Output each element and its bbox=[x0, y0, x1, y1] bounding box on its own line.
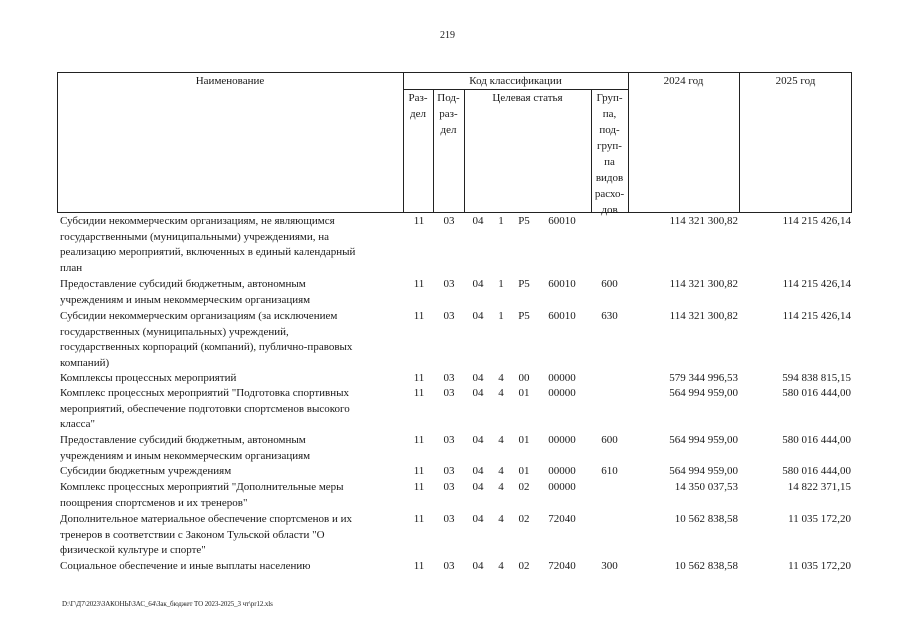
cell-target-3: 02 bbox=[518, 481, 530, 493]
cell-podrazdel: 03 bbox=[443, 278, 455, 290]
cell-razdel: 11 bbox=[413, 215, 425, 227]
cell-target-4: 00000 bbox=[548, 387, 576, 399]
cell-amount-2025: 11 035 172,20 bbox=[788, 513, 851, 525]
cell-target-2: 4 bbox=[498, 481, 504, 493]
cell-razdel: 11 bbox=[413, 513, 425, 525]
cell-target-1: 04 bbox=[472, 560, 484, 572]
header-year-2024: 2024 год bbox=[663, 75, 704, 87]
cell-amount-2024: 10 562 838,58 bbox=[674, 513, 738, 525]
cell-amount-2025: 580 016 444,00 bbox=[782, 387, 851, 399]
row-name bbox=[60, 371, 405, 387]
header-divider bbox=[464, 89, 465, 213]
row-name-line: учреждениям и иным некоммерческим организациям bbox=[60, 293, 311, 306]
cell-target-3: 01 bbox=[518, 387, 530, 399]
cell-target-4: 00000 bbox=[548, 434, 576, 446]
page-number: 219 bbox=[440, 30, 455, 41]
cell-target-4: 60010 bbox=[548, 310, 576, 322]
row-name-line: компаний) bbox=[60, 356, 110, 369]
cell-target-3: 02 bbox=[518, 560, 530, 572]
cell-target-2: 1 bbox=[498, 278, 504, 290]
row-name bbox=[60, 433, 405, 464]
cell-amount-2025: 580 016 444,00 bbox=[782, 465, 851, 477]
cell-amount-2025: 114 215 426,14 bbox=[782, 215, 851, 227]
cell-target-2: 1 bbox=[498, 215, 504, 227]
cell-amount-2025: 114 215 426,14 bbox=[782, 310, 851, 322]
cell-razdel: 11 bbox=[413, 481, 425, 493]
header-divider bbox=[739, 72, 740, 213]
cell-target-1: 04 bbox=[472, 310, 484, 322]
row-name-line: Комплекс процессных мероприятий "Дополнительные меры bbox=[60, 481, 344, 493]
header-razdel-line: Раз- bbox=[408, 92, 428, 104]
cell-podrazdel: 03 bbox=[443, 481, 455, 493]
cell-amount-2025: 14 822 371,15 bbox=[787, 481, 851, 493]
cell-razdel: 11 bbox=[413, 278, 425, 290]
row-name-line: мероприятий, обеспечение подготовки спортсменов высокого bbox=[60, 402, 350, 415]
row-name-line: Социальное обеспечение и иные выплаты населению bbox=[60, 560, 311, 572]
row-name-line: план bbox=[60, 261, 83, 274]
cell-group: 600 bbox=[601, 434, 618, 446]
row-name-line: Комплексы процессных мероприятий bbox=[60, 372, 237, 384]
row-name-line: Предоставление субсидий бюджетным, автономным bbox=[60, 434, 306, 446]
cell-target-4: 00000 bbox=[548, 481, 576, 493]
cell-target-1: 04 bbox=[472, 434, 484, 446]
header-group-line: дов bbox=[601, 204, 618, 216]
cell-target-4: 60010 bbox=[548, 215, 576, 227]
row-name-line: Предоставление субсидий бюджетным, автономным bbox=[60, 278, 306, 290]
row-name-line: физической культуре и спорте" bbox=[60, 544, 206, 557]
row-name-line: Субсидии некоммерческим организациям (за исключением bbox=[60, 310, 338, 322]
cell-target-2: 4 bbox=[498, 387, 504, 399]
cell-razdel: 11 bbox=[413, 310, 425, 322]
cell-razdel: 11 bbox=[413, 434, 425, 446]
header-podrazdel bbox=[433, 90, 464, 138]
cell-amount-2025: 114 215 426,14 bbox=[782, 278, 851, 290]
header-group-line: па, bbox=[602, 108, 617, 120]
cell-podrazdel: 03 bbox=[443, 215, 455, 227]
row-name bbox=[60, 309, 405, 371]
cell-target-2: 1 bbox=[498, 310, 504, 322]
row-name bbox=[60, 277, 405, 308]
cell-group: 600 bbox=[601, 278, 618, 290]
cell-amount-2024: 10 562 838,58 bbox=[674, 560, 738, 572]
header-group-line: па bbox=[604, 156, 615, 168]
cell-target-3: 00 bbox=[518, 372, 530, 384]
row-name-line: государственных корпораций (компаний), публично-правовых bbox=[60, 341, 353, 354]
header-group bbox=[591, 90, 628, 218]
cell-target-2: 4 bbox=[498, 372, 504, 384]
cell-amount-2024: 14 350 037,53 bbox=[674, 481, 738, 493]
cell-amount-2024: 564 994 959,00 bbox=[669, 465, 738, 477]
cell-target-4: 60010 bbox=[548, 278, 576, 290]
header-group-line: расхо- bbox=[594, 188, 625, 200]
header-classification: Код классификации bbox=[469, 75, 562, 87]
row-name-line: Субсидии бюджетным учреждениям bbox=[60, 465, 232, 477]
cell-target-3: Р5 bbox=[518, 278, 530, 290]
cell-amount-2024: 564 994 959,00 bbox=[669, 434, 738, 446]
row-name bbox=[60, 512, 405, 559]
cell-podrazdel: 03 bbox=[443, 560, 455, 572]
file-path-footer: D:\Г\Д7\2023\ЗАКОНЫ\ЗАС_64\Зак_бюджет ТО 2023-2025_3 чт\pr12.xls bbox=[62, 600, 273, 608]
row-name-line: Субсидии некоммерческим организациям, не являющимся bbox=[60, 215, 335, 227]
cell-amount-2024: 114 321 300,82 bbox=[669, 215, 738, 227]
cell-amount-2024: 114 321 300,82 bbox=[669, 278, 738, 290]
cell-podrazdel: 03 bbox=[443, 434, 455, 446]
header-group-line: под- bbox=[599, 124, 620, 136]
cell-razdel: 11 bbox=[413, 465, 425, 477]
header-razdel-line: дел bbox=[410, 108, 426, 120]
cell-amount-2025: 594 838 815,15 bbox=[782, 372, 851, 384]
cell-target-2: 4 bbox=[498, 465, 504, 477]
header-year-2025: 2025 год bbox=[775, 75, 816, 87]
header-group-line: груп- bbox=[597, 140, 622, 152]
cell-razdel: 11 bbox=[413, 387, 425, 399]
cell-podrazdel: 03 bbox=[443, 310, 455, 322]
row-name-line: Дополнительное материальное обеспечение спортсменов и их bbox=[60, 513, 353, 525]
cell-target-3: 01 bbox=[518, 465, 530, 477]
row-name-line: поощрения спортсменов и их тренеров" bbox=[60, 496, 248, 509]
header-podrazdel-line: дел bbox=[440, 124, 457, 136]
cell-amount-2024: 564 994 959,00 bbox=[669, 387, 738, 399]
header-name: Наименование bbox=[195, 75, 265, 87]
row-name bbox=[60, 464, 405, 480]
cell-group: 300 bbox=[601, 560, 618, 572]
cell-podrazdel: 03 bbox=[443, 465, 455, 477]
row-name-line: тренеров в соответствии с Законом Тульской области "О bbox=[60, 528, 325, 541]
cell-target-4: 72040 bbox=[548, 560, 576, 572]
row-name-line: учреждениям и иным некоммерческим организациям bbox=[60, 449, 311, 462]
row-name-line: класса" bbox=[60, 418, 95, 431]
header-group-line: видов bbox=[595, 172, 624, 184]
cell-target-1: 04 bbox=[472, 215, 484, 227]
cell-target-3: Р5 bbox=[518, 310, 530, 322]
cell-amount-2025: 11 035 172,20 bbox=[788, 560, 851, 572]
cell-target-1: 04 bbox=[472, 372, 484, 384]
cell-target-4: 00000 bbox=[548, 372, 576, 384]
cell-target-4: 72040 bbox=[548, 513, 576, 525]
cell-target-1: 04 bbox=[472, 465, 484, 477]
cell-podrazdel: 03 bbox=[443, 372, 455, 384]
header-podrazdel-line: раз- bbox=[439, 108, 458, 120]
header-target: Целевая статья bbox=[492, 92, 563, 104]
cell-razdel: 11 bbox=[413, 560, 425, 572]
cell-target-3: Р5 bbox=[518, 215, 530, 227]
row-name bbox=[60, 386, 405, 433]
row-name-line: реализацию мероприятий, включенных в единый календарный bbox=[60, 246, 356, 259]
row-name-line: государственных (муниципальных) учреждений, bbox=[60, 325, 289, 338]
row-name-line: государственными (муниципальными) учреждениями, на bbox=[60, 230, 330, 243]
header-podrazdel-line: Под- bbox=[437, 92, 460, 104]
cell-target-3: 02 bbox=[518, 513, 530, 525]
row-name bbox=[60, 480, 405, 511]
cell-amount-2025: 580 016 444,00 bbox=[782, 434, 851, 446]
row-name bbox=[60, 559, 405, 575]
row-name-line: Комплекс процессных мероприятий "Подготовка спортивных bbox=[60, 387, 349, 399]
cell-target-1: 04 bbox=[472, 278, 484, 290]
cell-target-1: 04 bbox=[472, 387, 484, 399]
cell-group: 630 bbox=[601, 310, 618, 322]
cell-razdel: 11 bbox=[413, 372, 425, 384]
header-divider bbox=[628, 72, 629, 213]
cell-target-2: 4 bbox=[498, 434, 504, 446]
row-name bbox=[60, 214, 405, 276]
header-razdel bbox=[403, 90, 433, 122]
cell-target-4: 00000 bbox=[548, 465, 576, 477]
cell-amount-2024: 579 344 996,53 bbox=[669, 372, 738, 384]
cell-podrazdel: 03 bbox=[443, 387, 455, 399]
cell-group: 610 bbox=[601, 465, 618, 477]
cell-amount-2024: 114 321 300,82 bbox=[669, 310, 738, 322]
cell-target-2: 4 bbox=[498, 560, 504, 572]
cell-target-2: 4 bbox=[498, 513, 504, 525]
cell-target-3: 01 bbox=[518, 434, 530, 446]
cell-target-1: 04 bbox=[472, 513, 484, 525]
header-group-line: Груп- bbox=[596, 92, 623, 104]
cell-podrazdel: 03 bbox=[443, 513, 455, 525]
cell-target-1: 04 bbox=[472, 481, 484, 493]
